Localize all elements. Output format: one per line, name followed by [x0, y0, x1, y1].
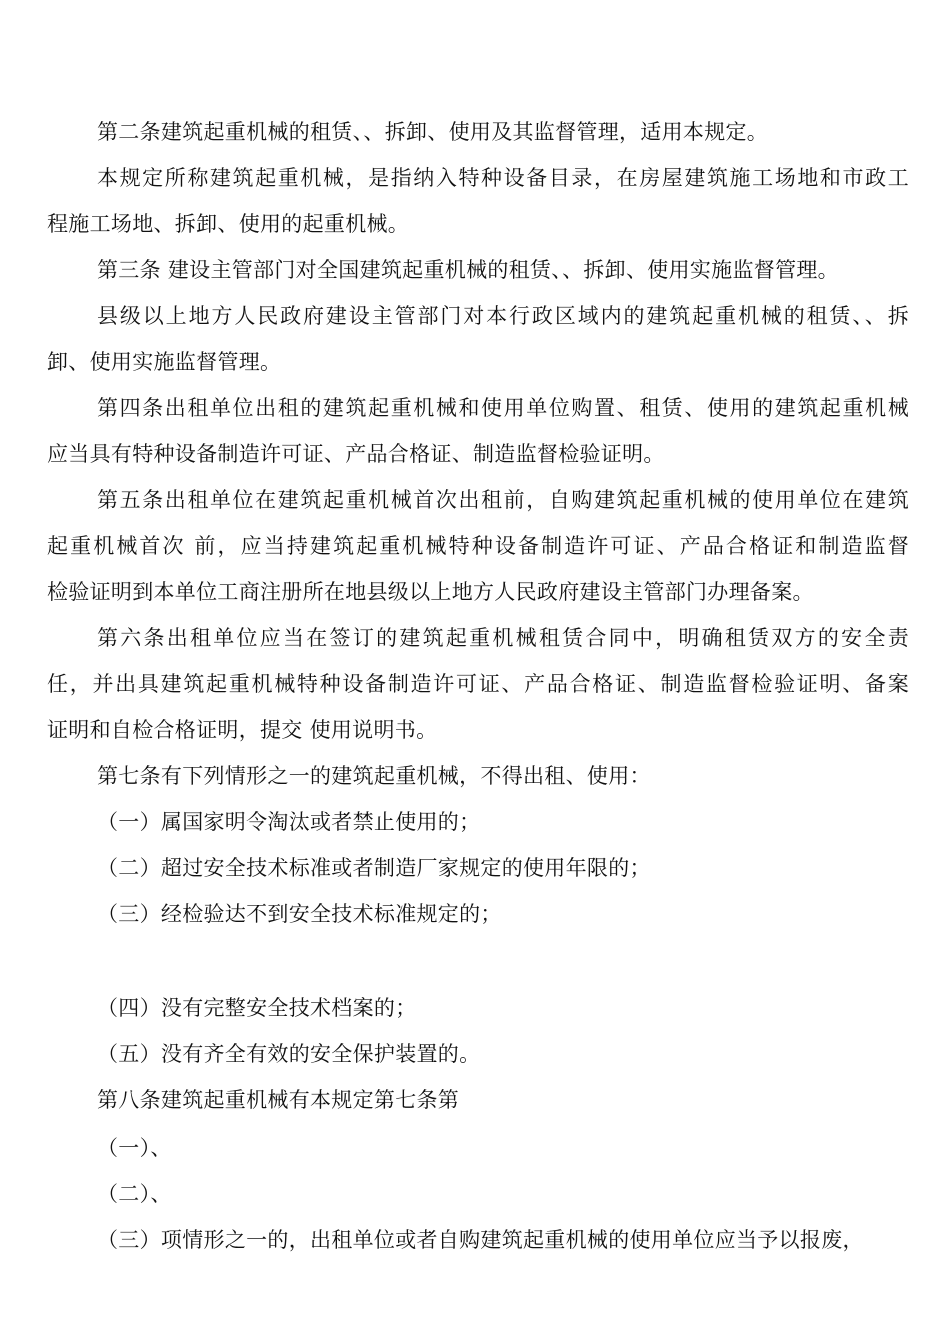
- article-5-line-2: 起重机械首次 前，应当持建筑起重机械特种设备制造许可证、产品合格证和制造监督: [47, 534, 909, 558]
- article-8-item-3: （三）项情形之一的，出租单位或者自购建筑起重机械的使用单位应当予以报废，: [97, 1228, 864, 1252]
- article-5-line-3: 检验证明到本单位工商注册所在地县级以上地方人民政府建设主管部门办理备案。: [47, 580, 814, 604]
- article-7-item-3: （三）经检验达不到安全技术标准规定的；: [97, 902, 502, 926]
- article-2-line-1: 第二条建筑起重机械的租赁、、拆卸、使用及其监督管理，适用本规定。: [97, 120, 769, 144]
- article-4-line-1: 第四条出租单位出租的建筑起重机械和使用单位购置、租赁、使用的建筑起重机械: [97, 396, 909, 420]
- article-8-line-1: 第八条建筑起重机械有本规定第七条第: [97, 1088, 460, 1112]
- article-3-line-1: 第三条 建设主管部门对全国建筑起重机械的租赁、、拆卸、使用实施监督管理。: [97, 258, 839, 282]
- article-4-line-2: 应当具有特种设备制造许可证、产品合格证、制造监督检验证明。: [47, 442, 665, 466]
- article-7-item-2: （二）超过安全技术标准或者制造厂家规定的使用年限的；: [97, 856, 651, 880]
- article-3-para-2-line-2: 卸、使用实施监督管理。: [47, 350, 282, 374]
- article-8-item-2: （二）、: [97, 1182, 172, 1206]
- article-5-line-1: 第五条出租单位在建筑起重机械首次出租前，自购建筑起重机械的使用单位在建筑: [97, 488, 909, 512]
- article-3-para-2-line-1: 县级以上地方人民政府建设主管部门对本行政区域内的建筑起重机械的租赁、、拆: [97, 304, 909, 328]
- article-7-item-4: （四）没有完整安全技术档案的；: [97, 996, 417, 1020]
- article-7-item-5: （五）没有齐全有效的安全保护装置的。: [97, 1042, 481, 1066]
- article-8-item-1: （一）、: [97, 1136, 172, 1160]
- article-6-line-3: 证明和自检合格证明，提交 使用说明书。: [47, 718, 438, 742]
- article-6-line-1: 第六条出租单位应当在签订的建筑起重机械租赁合同中，明确租赁双方的安全责: [97, 626, 909, 650]
- article-7-line-1: 第七条有下列情形之一的建筑起重机械，不得出租、使用：: [97, 764, 651, 788]
- article-2-para-2-line-2: 程施工场地、拆卸、使用的起重机械。: [47, 212, 410, 236]
- article-2-para-2-line-1: 本规定所称建筑起重机械，是指纳入特种设备目录，在房屋建筑施工场地和市政工: [97, 166, 909, 190]
- article-7-item-1: （一）属国家明令淘汰或者禁止使用的；: [97, 810, 481, 834]
- article-6-line-2: 任，并出具建筑起重机械特种设备制造许可证、产品合格证、制造监督检验证明、备案: [47, 672, 909, 696]
